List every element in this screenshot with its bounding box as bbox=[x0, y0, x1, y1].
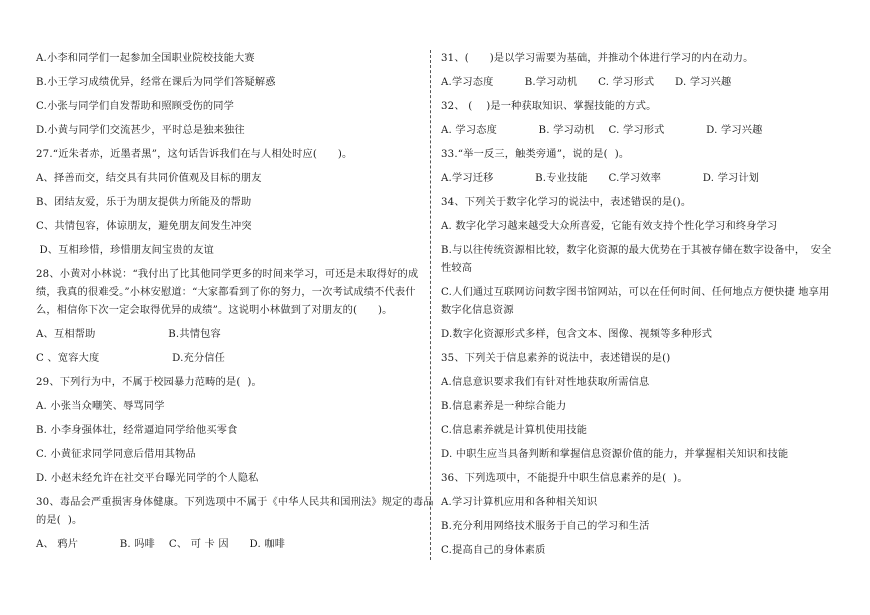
column-divider bbox=[430, 50, 431, 560]
text-line: A、 鸦片 B. 吗啡 C、 可 卡 因 D. 咖啡 bbox=[36, 539, 286, 550]
text-line: A.学习态度 B.学习动机 C. 学习形式 D. 学习兴趣 bbox=[441, 77, 732, 88]
text-line: B.充分利用网络技术服务于自己的学习和生活 bbox=[441, 521, 650, 532]
text-line: 数字化信息资源 bbox=[441, 305, 514, 316]
text-line: A、互相帮助 B.共情包容 bbox=[36, 329, 221, 340]
text-line: A. 学习态度 B. 学习动机 C. 学习形式 D. 学习兴趣 bbox=[441, 125, 763, 136]
text-line: D. 小赵未经允许在社交平台曝光同学的个人隐私 bbox=[36, 473, 259, 484]
text-line: D.数字化资源形式多样，包含文本、图像、视频等多种形式 bbox=[441, 329, 713, 340]
text-line: 么，相信你下次一定会取得优异的成绩”。这说明小林做到了对朋友的( )。 bbox=[36, 305, 393, 316]
right-column bbox=[441, 52, 837, 568]
text-line: 31、( )是以学习需要为基础，并推动个体进行学习的内在动力。 bbox=[441, 53, 754, 64]
text-line: C 、宽容大度 D.充分信任 bbox=[36, 353, 226, 364]
text-line: 28、小黄对小林说：“我付出了比其他同学更多的时间来学习，可还是未取得好的成 bbox=[36, 269, 419, 280]
text-line: 30、毒品会严重损害身体健康。下列选项中不属于《中华人民共和国刑法》规定的毒品 bbox=[36, 497, 434, 508]
text-line: D、互相珍惜，珍惜朋友间宝贵的友谊 bbox=[36, 245, 215, 256]
text-line: C.信息素养就是计算机使用技能 bbox=[441, 425, 588, 436]
text-line: C、共情包容，体谅朋友，避免朋友间发生冲突 bbox=[36, 221, 252, 232]
text-line: A.小李和同学们一起参加全国职业院校技能大赛 bbox=[36, 53, 255, 64]
text-line: B.信息素养是一种综合能力 bbox=[441, 401, 567, 412]
text-line: A. 数字化学习越来越受大众所喜爱，它能有效支持个性化学习和终身学习 bbox=[441, 221, 778, 232]
text-line: 绩，我真的很难受。”小林安慰道：“大家都看到了你的努力，一次考试成绩不代表什 bbox=[36, 287, 416, 298]
text-line: B. 小李身强体壮，经常逼迫同学给他买零食 bbox=[36, 425, 238, 436]
text-line: 29、下列行为中，不属于校园暴力范畴的是( )。 bbox=[36, 377, 262, 388]
text-line: B.小王学习成绩优异，经常在课后为同学们答疑解惑 bbox=[36, 77, 276, 88]
text-line: 性较高 bbox=[441, 263, 473, 274]
text-line: 的是( )。 bbox=[36, 515, 83, 526]
text-line: C.提高自己的身体素质 bbox=[441, 545, 546, 556]
text-line: A.学习计算机应用和各种相关知识 bbox=[441, 497, 598, 508]
text-line: 34、下列关于数字化学习的说法中，表述错误的是()。 bbox=[441, 197, 692, 208]
text-line: 35、下列关于信息素养的说法中，表述错误的是() bbox=[441, 353, 671, 364]
text-line: C.人们通过互联网访问数字图书馆网站，可以在任何时间、任何地点方便快捷 地享用 bbox=[441, 287, 830, 298]
text-line: 27.“近朱者赤，近墨者黑”，这句话告诉我们在与人相处时应( )。 bbox=[36, 149, 353, 160]
text-line: A.信息意识要求我们有针对性地获取所需信息 bbox=[441, 377, 650, 388]
text-line: A. 小张当众嘲笑、辱骂同学 bbox=[36, 401, 165, 412]
text-line: 33.“举一反三，触类旁通”，说的是( )。 bbox=[441, 149, 630, 160]
text-line: A、择善而交，结交具有共同价值观及目标的朋友 bbox=[36, 173, 262, 184]
text-line: D.小黄与同学们交流甚少，平时总是独来独往 bbox=[36, 125, 245, 136]
text-line: B.与以往传统资源相比较，数字化资源的最大优势在于其被存储在数字设备中， 安全 bbox=[441, 245, 832, 256]
text-line: A.学习迁移 B.专业技能 C.学习效率 D. 学习计划 bbox=[441, 173, 760, 184]
text-line: 36、下列选项中，不能提升中职生信息素养的是( )。 bbox=[441, 473, 688, 484]
text-line: D. 中职生应当具备判断和掌握信息资源价值的能力，并掌握相关知识和技能 bbox=[441, 449, 789, 460]
text-line: C.小张与同学们自发帮助和照顾受伤的同学 bbox=[36, 101, 235, 112]
text-line: 32、 ( )是一种获取知识、掌握技能的方式。 bbox=[441, 101, 657, 112]
left-column bbox=[36, 52, 434, 562]
text-line: B、团结友爱，乐于为朋友提供力所能及的帮助 bbox=[36, 197, 252, 208]
text-line: C. 小黄征求同学同意后借用其物品 bbox=[36, 449, 196, 460]
